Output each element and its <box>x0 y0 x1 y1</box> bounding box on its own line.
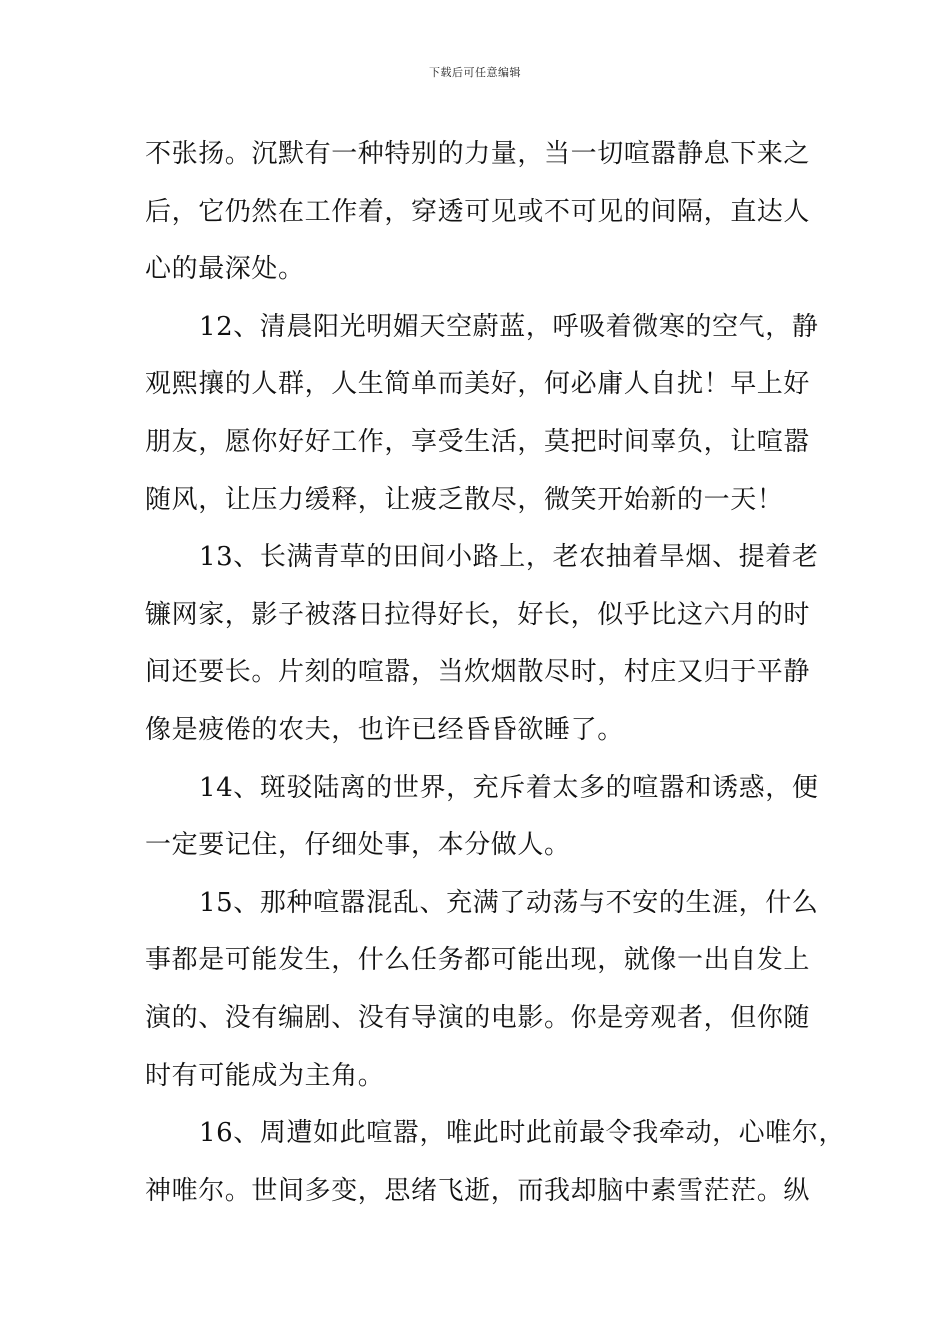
paragraph-13 <box>145 529 819 759</box>
text-line: 神唯尔。世间多变，思绪飞逝，而我却脑中素雪茫茫。纵 <box>145 1175 811 1206</box>
text-line: 不张扬。沉默有一种特别的力量，当一切喧嚣静息下来之 <box>145 139 811 169</box>
text-line: 16、周遭如此喧嚣，唯此时此前最令我牵动，心唯尔， <box>199 1118 846 1149</box>
text-line: 一定要记住，仔细处事，本分做人。 <box>145 830 571 861</box>
paragraph-12 <box>145 299 819 529</box>
text-line: 演的、没有编剧、没有导演的电影。你是旁观者，但你随 <box>145 1002 811 1033</box>
text-line: 观熙攘的人群，人生简单而美好，何必庸人自扰！早上好 <box>145 369 811 400</box>
text-line: 间还要长。片刻的喧嚣，当炊烟散尽时，村庄又归于平静 <box>145 657 811 688</box>
paragraph-14 <box>145 760 819 875</box>
text-line: 时有可能成为主角。 <box>145 1060 385 1091</box>
text-line: 镰网家，影子被落日拉得好长，好长，似乎比这六月的时 <box>145 599 811 630</box>
text-line: 12、清晨阳光明媚天空蔚蓝，呼吸着微寒的空气，静 <box>199 311 819 342</box>
text-line: 朋友，愿你好好工作，享受生活，莫把时间辜负，让喧嚣 <box>145 426 811 457</box>
document-body <box>145 126 846 1220</box>
page-header: 下载后可任意编辑 <box>429 66 521 79</box>
text-line: 随风，让压力缓释，让疲乏散尽，微笑开始新的一天！ <box>145 484 784 515</box>
paragraph-16 <box>145 1105 846 1220</box>
text-line: 后，它仍然在工作着，穿透可见或不可见的间隔，直达人 <box>145 196 811 227</box>
text-line: 像是疲倦的农夫，也许已经昏昏欲睡了。 <box>145 714 624 745</box>
paragraph-continuation <box>145 126 810 299</box>
text-line: 15、那种喧嚣混乱、充满了动荡与不安的生涯，什么 <box>199 887 819 918</box>
paragraph-15 <box>145 875 819 1105</box>
text-line: 13、长满青草的田间小路上，老农抽着旱烟、提着老 <box>199 542 819 573</box>
text-line: 心的最深处。 <box>145 254 305 285</box>
text-line: 事都是可能发生，什么任务都可能出现，就像一出自发上 <box>145 945 811 976</box>
text-line: 14、斑驳陆离的世界，充斥着太多的喧嚣和诱惑，便 <box>199 772 819 803</box>
